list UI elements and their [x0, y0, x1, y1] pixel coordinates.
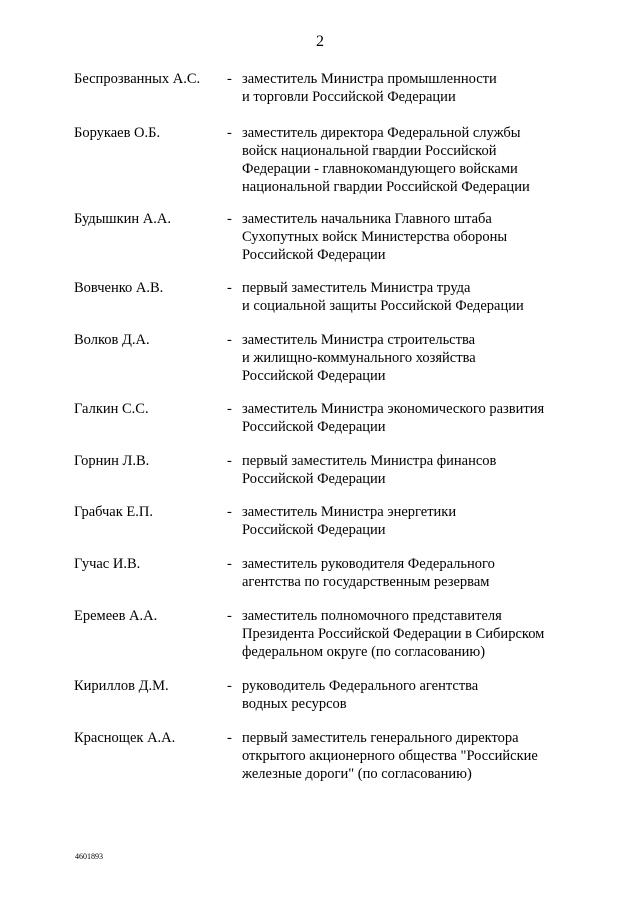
- person-position: заместитель Министра экономического развития Российской Федерации: [242, 401, 545, 435]
- separator-dash: -: [227, 504, 232, 520]
- person-name: Галкин С.С.: [74, 401, 149, 417]
- separator-dash: -: [227, 211, 232, 227]
- person-position: заместитель руководителя Федерального агентства по государственным резервам: [242, 556, 495, 590]
- person-position: первый заместитель генерального директора открытого акционерного общества "Российские железные дороги" (по согласованию): [242, 730, 538, 782]
- person-position: заместитель Министра строительства и жилищно-коммунального хозяйства Российской Федерации: [242, 332, 476, 384]
- page-number: 2: [316, 33, 324, 50]
- person-position: заместитель начальника Главного штаба Сухопутных войск Министерства обороны Российской Федерации: [242, 211, 508, 263]
- person-name: Беспрозванных А.С.: [74, 71, 201, 87]
- person-name: Волков Д.А.: [74, 332, 150, 348]
- separator-dash: -: [227, 401, 232, 417]
- person-name: Гучас И.В.: [74, 556, 141, 572]
- person-name: Будышкин А.А.: [74, 211, 171, 227]
- separator-dash: -: [227, 678, 232, 694]
- person-name: Еремеев А.А.: [74, 608, 158, 624]
- separator-dash: -: [227, 608, 232, 624]
- person-name: Кириллов Д.М.: [74, 678, 169, 694]
- separator-dash: -: [227, 730, 232, 746]
- person-name: Горнин Л.В.: [74, 453, 150, 469]
- separator-dash: -: [227, 71, 232, 87]
- person-position: заместитель полномочного представителя Президента Российской Федерации в Сибирском федеральном округе (по согласованию): [242, 608, 545, 660]
- person-name: Грабчак Е.П.: [74, 504, 153, 520]
- person-position: руководитель Федерального агентства водных ресурсов: [242, 678, 479, 712]
- person-position: первый заместитель Министра финансов Российской Федерации: [242, 453, 497, 487]
- document-code: 4601893: [75, 852, 103, 861]
- separator-dash: -: [227, 280, 232, 296]
- separator-dash: -: [227, 453, 232, 469]
- person-position: первый заместитель Министра труда и социальной защиты Российской Федерации: [242, 280, 524, 314]
- person-name: Краснощек А.А.: [74, 730, 176, 746]
- separator-dash: -: [227, 332, 232, 348]
- separator-dash: -: [227, 556, 232, 572]
- person-name: Борукаев О.Б.: [74, 125, 161, 141]
- person-name: Вовченко А.В.: [74, 280, 164, 296]
- person-position: заместитель директора Федеральной службы войск национальной гвардии Российской Федерации - главнокомандующего войсками национальной гвардии Российской Федерации: [242, 125, 530, 195]
- person-position: заместитель Министра промышленности и торговли Российской Федерации: [242, 71, 497, 105]
- person-position: заместитель Министра энергетики Российской Федерации: [242, 504, 457, 538]
- separator-dash: -: [227, 125, 232, 141]
